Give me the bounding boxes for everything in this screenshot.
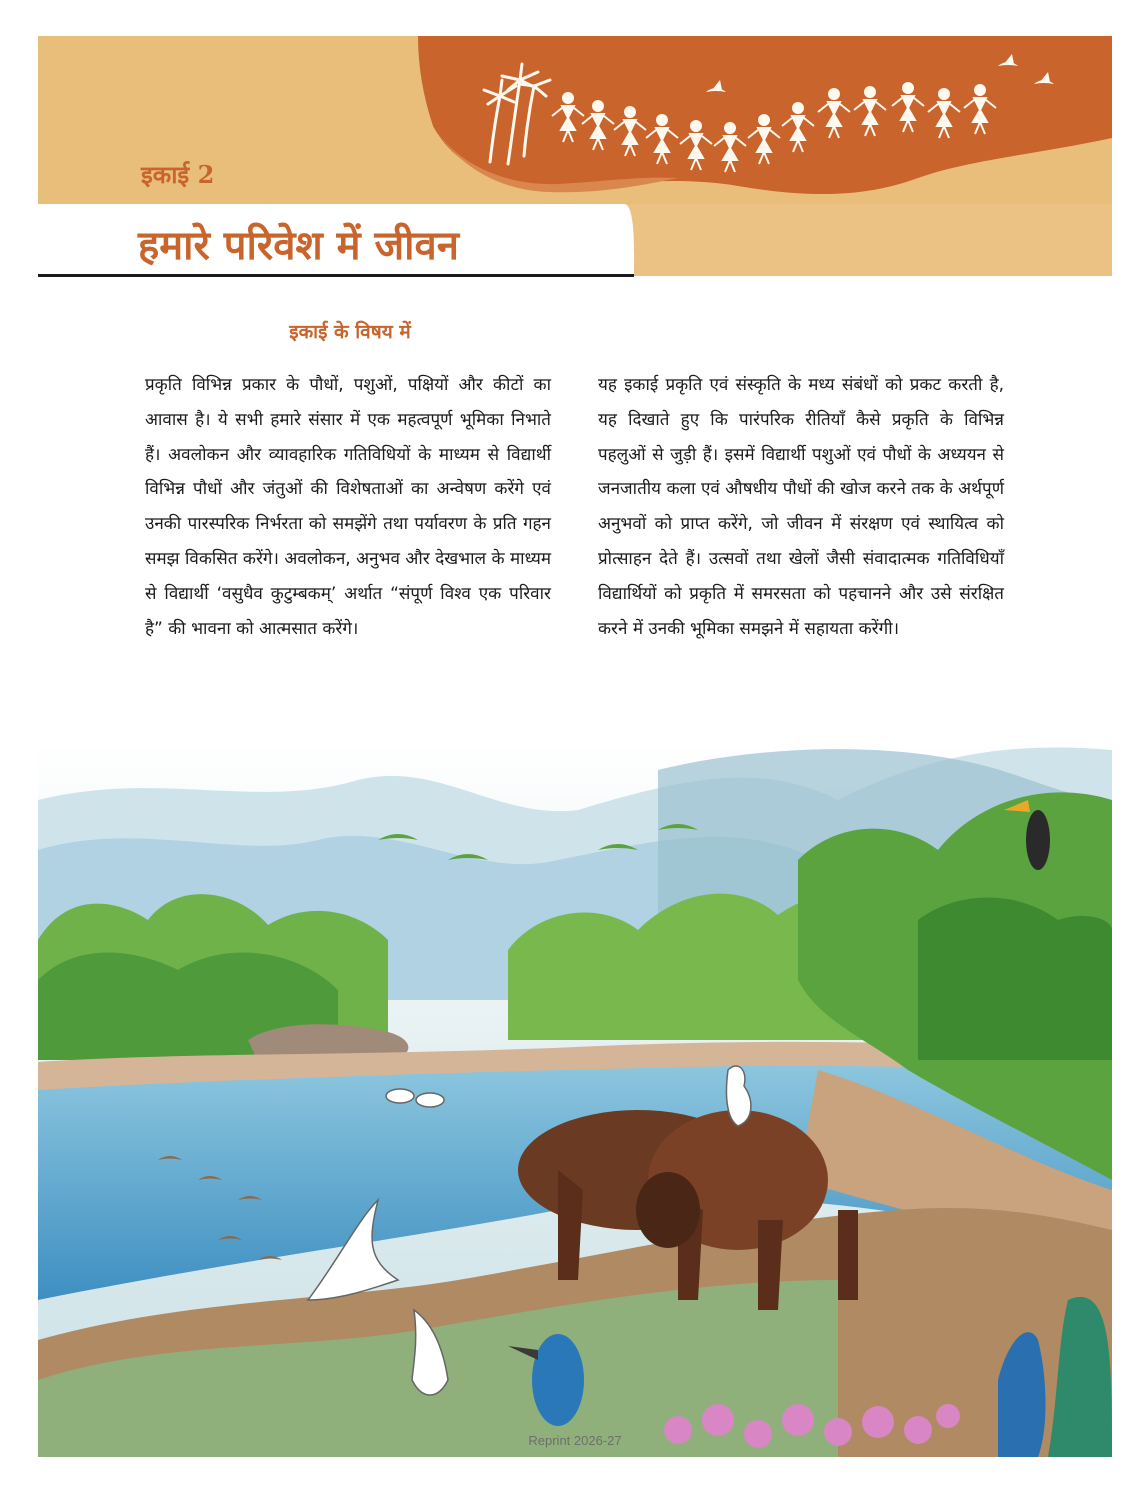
reprint-notice: Reprint 2026-27 bbox=[528, 1433, 622, 1448]
nature-illustration bbox=[38, 740, 1112, 1457]
about-heading: इकाई के विषय में bbox=[289, 321, 411, 343]
about-paragraph-right: यह इकाई प्रकृति एवं संस्कृति के मध्य संबंधों को प्रकट करती है, यह दिखाते हुए कि पारंपरिक रीतियाँ कैसे प्रकृति के विभिन्न पहलुओं से जुड़ी हैं। इसमें विद्यार्थी पशुओं एवं पौधों के अध्ययन से जनजातीय कला एवं औषधीय पौधों की खोज करने तक के अर्थपूर्ण अनुभवों को प्राप्त करेंगे, जो जीवन में संरक्षण एवं स्थायित्व को प्रोत्साहन देते हैं। उत्सवों तथा खेलों जैसी संवादात्मक गतिविधियाँ विद्यार्थियों को प्रकृति में समरसता को पहचानने और उसे संरक्षित करने में उनकी भूमिका समझने में सहायता करेंगी। bbox=[598, 375, 1004, 639]
unit-label: इकाई 2 bbox=[141, 160, 215, 189]
unit-title: हमारे परिवेश में जीवन bbox=[138, 222, 459, 269]
title-underline bbox=[38, 274, 634, 277]
unit-banner bbox=[38, 36, 1112, 276]
about-paragraph-left: प्रकृति विभिन्न प्रकार के पौधों, पशुओं, पक्षियों और कीटों का आवास है। ये सभी हमारे संसार में एक महत्वपूर्ण भूमिका निभाते हैं। अवलोकन और व्यावहारिक गतिविधियों के माध्यम से विद्यार्थी विभिन्न पौधों और जंतुओं की विशेषताओं का अन्वेषण करेंगे एवं उनकी पारस्परिक निर्भरता को समझेंगे तथा पर्यावरण के प्रति गहन समझ विकसित करेंगे। अवलोकन, अनुभव और देखभाल के माध्यम से विद्यार्थी ‘वसुधैव कुटुम्बकम्’ अर्थात “संपूर्ण विश्व एक परिवार है” की भावना को आत्मसात करेंगे। bbox=[145, 375, 551, 639]
riverside-wildlife-scene bbox=[38, 740, 1112, 1457]
